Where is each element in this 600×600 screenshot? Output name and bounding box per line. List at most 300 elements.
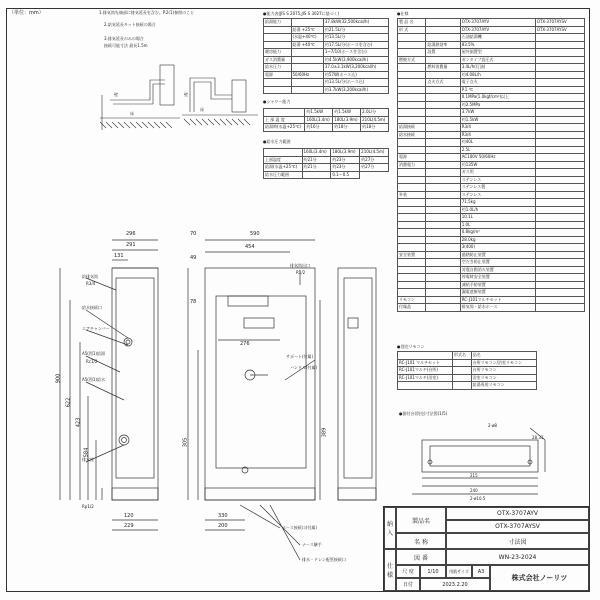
shower-cell xyxy=(264,109,305,117)
spec-cell: 過熱防止装置 xyxy=(460,251,535,259)
spec-cell: リモコン xyxy=(398,296,426,304)
spec-row xyxy=(398,49,585,57)
shower-cell: 約18分 xyxy=(333,124,361,132)
pressure-cell: 180L(3.9m) xyxy=(331,149,360,157)
drawing-name: 寸法図 xyxy=(446,533,589,549)
capacity-cell: 37.8kW(32,500kcal/h) xyxy=(323,19,388,27)
spec-row xyxy=(398,124,585,132)
capacity-cell: 約4.5kW(3,900kcal/h) xyxy=(323,56,388,64)
model-1: OTX-3707AYV xyxy=(446,507,589,520)
size-value: A3 xyxy=(472,565,490,578)
spec-cell xyxy=(535,86,584,94)
spec-row xyxy=(398,94,585,102)
spec-row xyxy=(398,221,585,229)
pressure-cell: 0.1～0.5 xyxy=(331,171,360,179)
pressure-cell: 給湯(水温+25℃) xyxy=(264,164,303,172)
spec-cell xyxy=(398,274,426,282)
drawing-name-label: 名 称 xyxy=(396,533,446,549)
spec-cell xyxy=(535,161,584,169)
spec-cell xyxy=(426,244,460,252)
capacity-table xyxy=(263,18,389,94)
spec-cell xyxy=(398,199,426,207)
spec-cell xyxy=(426,154,460,162)
note-3: 3.排気延長のみの場合 xyxy=(104,36,144,41)
spec-cell xyxy=(426,176,460,184)
dim-454: 454 xyxy=(245,244,255,250)
spec-cell: OTX-3707AYSV xyxy=(535,26,584,34)
pressure-cell xyxy=(302,171,331,179)
spec-cell xyxy=(398,184,426,192)
dim-584: 584 xyxy=(83,447,90,458)
spec-cell xyxy=(398,41,426,49)
spec-cell: 安全装置 xyxy=(398,251,426,259)
spec-cell: 3.4L/h(灯油) xyxy=(460,64,535,72)
model-2: OTX-3707AYSV xyxy=(446,520,589,533)
spec-cell: 燃焼方式 xyxy=(398,56,426,64)
capacity-row xyxy=(264,64,389,72)
capacity-cell: 給湯 +25℃ xyxy=(291,26,323,34)
spec-row xyxy=(398,176,585,184)
dim-330: 330 xyxy=(218,513,228,519)
capacity-cell xyxy=(264,26,292,34)
pressure-cell: 約23分 xyxy=(331,164,360,172)
spec-cell xyxy=(398,109,426,117)
note-1: 1.排気筒先端部に排気延長を含む。P.2(1)参照のこと xyxy=(99,10,195,15)
capacity-cell: 給湯能力 xyxy=(264,19,292,27)
spec-cell: 給湯熱効率 xyxy=(426,41,460,49)
spec-cell: 約4.08L/h xyxy=(460,71,535,79)
spec-cell xyxy=(398,176,426,184)
spec-cell: 石油給湯機 xyxy=(460,34,535,42)
remote-cell: 台所リモコン xyxy=(471,367,536,375)
capacity-cell xyxy=(291,19,323,27)
pressure-table-title: ●給水圧力範囲 xyxy=(263,139,291,144)
capacity-row xyxy=(264,79,389,87)
spec-cell: 3(400) xyxy=(460,244,535,252)
spec-cell xyxy=(535,266,584,274)
remote-row xyxy=(398,382,537,390)
spec-cell xyxy=(426,131,460,139)
spec-cell: 空だき防止装置 xyxy=(460,259,535,267)
capacity-row xyxy=(264,34,389,42)
pressure-cell xyxy=(264,149,303,157)
spec-cell: 屋外据置型 xyxy=(460,49,535,57)
spec-cell xyxy=(535,94,584,102)
capacity-cell xyxy=(264,41,292,49)
spec-cell: 外装 xyxy=(398,191,426,199)
scale-value: 1/10 xyxy=(420,565,446,578)
shower-cell: 約18分 xyxy=(361,124,389,132)
spec-row xyxy=(398,289,585,297)
dim-215: 215 xyxy=(470,473,478,478)
note-2: 2.給気延長キット接続の場合 xyxy=(104,22,156,27)
company-name: 株式会社ノーリツ xyxy=(490,565,589,591)
spec-cell: RC-J101マルチセット xyxy=(460,296,535,304)
spec-cell: 2.5L xyxy=(460,146,535,154)
remote-row xyxy=(398,359,537,367)
spec-cell xyxy=(535,64,584,72)
unit-label: （単位：mm） xyxy=(9,10,44,16)
capacity-cell xyxy=(264,79,292,87)
spec-cell xyxy=(535,71,584,79)
spec-cell xyxy=(426,124,460,132)
spec-row xyxy=(398,86,585,94)
nurse-joint-label: ナース継手 xyxy=(302,542,322,547)
remote-cell: RC-J101マルチ(浴室) xyxy=(398,374,453,382)
spec-cell xyxy=(398,34,426,42)
spec-cell: 点火方式 xyxy=(426,79,460,87)
spec-cell xyxy=(426,169,460,177)
spec-cell xyxy=(535,79,584,87)
spec-row xyxy=(398,281,585,289)
spec-row xyxy=(398,244,585,252)
spec-cell xyxy=(426,296,460,304)
spec-cell: OTX-3707AYV xyxy=(460,26,535,34)
dim-305: 305 xyxy=(182,437,189,448)
spec-cell xyxy=(426,146,460,154)
pressure-cell: 約21分 xyxy=(302,156,331,164)
spec-cell xyxy=(426,199,460,207)
shower-cell: 約1.5kW xyxy=(333,109,361,117)
right-sketch-wall: 壁 xyxy=(184,92,188,97)
shower-row xyxy=(264,109,389,117)
capacity-row xyxy=(264,26,389,34)
date-label: 日付 xyxy=(396,578,420,591)
spec-row xyxy=(398,266,585,274)
right-sketch-floor: 床 xyxy=(200,107,204,112)
spec-cell xyxy=(426,109,460,117)
shower-cell: 約16分 xyxy=(305,124,333,132)
spec-cell xyxy=(535,139,584,147)
dim-276: 276 xyxy=(240,341,250,347)
spec-cell: ステンレス製 xyxy=(460,184,535,192)
spec-cell xyxy=(398,206,426,214)
spec-cell xyxy=(398,229,426,237)
capacity-row xyxy=(264,19,389,27)
dim-2-phi8: 2-ø8 xyxy=(488,423,497,428)
spec-cell xyxy=(426,86,460,94)
spec-row xyxy=(398,304,585,312)
dim-296: 296 xyxy=(126,231,136,237)
spec-cell xyxy=(398,64,426,72)
spec-cell: 0.8kg/m³ xyxy=(460,229,535,237)
spec-cell: 10.1L xyxy=(460,214,535,222)
capacity-cell: 約21.5L/分 xyxy=(323,26,388,34)
spec-cell xyxy=(426,139,460,147)
spec-cell xyxy=(535,244,584,252)
capacity-cell: 約17.5L/分(ホースを含む) xyxy=(323,41,388,49)
capacity-cell: 給湯 +40℃ xyxy=(291,41,323,49)
remote-cell: RC-J101 マルチセット xyxy=(398,359,453,367)
spec-cell: 1.0L xyxy=(460,221,535,229)
spec-cell xyxy=(535,214,584,222)
drawing-no: WN-23-2024 xyxy=(446,549,589,565)
spec-cell xyxy=(398,169,426,177)
spec-row xyxy=(398,296,585,304)
spec-cell xyxy=(535,229,584,237)
supply-exhaust-label: 給排気筒 xyxy=(82,274,98,279)
spec-cell xyxy=(535,184,584,192)
spec-cell xyxy=(398,116,426,124)
dim-900: 900 xyxy=(55,373,62,384)
capacity-cell: (水温+40℃) xyxy=(291,34,323,42)
capacity-cell xyxy=(264,34,292,42)
spec-cell xyxy=(426,229,460,237)
remote-cell: 給湯専用リモコン xyxy=(471,382,536,390)
spec-cell: 製 品 名 xyxy=(398,19,426,27)
spec-cell: 3.7kW xyxy=(460,109,535,117)
spec-cell xyxy=(426,56,460,64)
spec-cell: 71.5kg xyxy=(460,199,535,207)
spec-cell xyxy=(535,206,584,214)
spec-cell xyxy=(426,221,460,229)
spec-cell xyxy=(426,34,460,42)
spec-row xyxy=(398,146,585,154)
spec-cell: 83.5% xyxy=(460,41,535,49)
spec-row xyxy=(398,139,585,147)
remote-table xyxy=(397,351,537,390)
capacity-cell xyxy=(264,86,292,94)
spec-cell xyxy=(535,281,584,289)
capacity-cell: 暖房能力 xyxy=(264,49,292,57)
dim-200: 200 xyxy=(218,523,228,529)
pressure-row xyxy=(264,164,389,172)
spec-row xyxy=(398,191,585,199)
left-sketch-wall: 壁 xyxy=(114,92,118,97)
spec-cell: ガス用 xyxy=(460,169,535,177)
spec-cell xyxy=(426,259,460,267)
dim-389: 389 xyxy=(321,427,328,438)
spec-row xyxy=(398,101,585,109)
spec-cell xyxy=(535,274,584,282)
capacity-row xyxy=(264,56,389,64)
support-label: サポート(付属) xyxy=(286,354,314,359)
remote-row xyxy=(398,367,537,375)
spec-table xyxy=(397,18,585,312)
scale-label: 尺 度 xyxy=(396,565,420,578)
pressure-cell: 約27分 xyxy=(360,164,389,172)
spec-cell xyxy=(426,101,460,109)
spec-cell xyxy=(398,86,426,94)
spec-cell xyxy=(426,304,460,312)
spec-cell xyxy=(426,206,460,214)
spec-cell: 消費電力 xyxy=(398,161,426,169)
spec-cell xyxy=(535,56,584,64)
title-side-label-2: 仕 様 xyxy=(384,549,396,591)
spec-row xyxy=(398,34,585,42)
spec-cell xyxy=(426,191,460,199)
spec-table-title: ●仕様 xyxy=(397,11,409,16)
spec-row xyxy=(398,19,585,27)
spec-cell xyxy=(398,79,426,87)
pressure-cell: 210L(4.5m) xyxy=(360,149,389,157)
spec-row xyxy=(398,79,585,87)
pressure-cell: 約27分 xyxy=(360,156,389,164)
spec-cell xyxy=(398,94,426,102)
spec-cell: P.1 ℃ xyxy=(460,86,535,94)
capacity-cell: 37.0±3.1kW(3,200kcal/h) xyxy=(323,64,388,72)
spec-cell xyxy=(535,109,584,117)
spec-cell xyxy=(535,131,584,139)
exhaust-top-label: 排気筒出口 xyxy=(290,263,310,268)
spec-cell: 付属品 xyxy=(398,304,426,312)
spec-row xyxy=(398,199,585,207)
shower-cell: 約1.5kW xyxy=(305,109,333,117)
spec-cell xyxy=(535,41,584,49)
spec-cell: 約135W xyxy=(460,161,535,169)
spec-row xyxy=(398,214,585,222)
spec-cell xyxy=(426,71,460,79)
capacity-table-title: ●能力表(JIS S 2075,JIS S 3027に基づく) xyxy=(263,11,340,16)
spec-cell xyxy=(535,101,584,109)
spec-cell: 約1.5kW xyxy=(460,116,535,124)
spec-row xyxy=(398,251,585,259)
shower-cell: 180L(3.9m) xyxy=(333,116,361,124)
dim-229: 229 xyxy=(124,523,134,529)
spec-cell: 給湯接続 xyxy=(398,124,426,132)
capacity-cell: 50/60Hz xyxy=(291,71,323,79)
spec-cell xyxy=(398,266,426,274)
spec-cell xyxy=(398,71,426,79)
pressure-cell: 給水圧力範囲 xyxy=(264,171,303,179)
capacity-cell xyxy=(291,86,323,94)
shower-table xyxy=(263,108,389,132)
spec-cell xyxy=(426,184,460,192)
spec-row xyxy=(398,41,585,49)
spec-cell: 凍結予防装置 xyxy=(460,281,535,289)
shower-cell: 上 部 温 度 xyxy=(264,116,305,124)
spec-row xyxy=(398,229,585,237)
r12-label: R1/2 xyxy=(296,270,306,275)
drain-conn-label: 排水・ドレン配管接続口 xyxy=(302,557,346,562)
remote-cell: 台所リモコン/浴室リモコン xyxy=(471,359,536,367)
dim-590: 590 xyxy=(250,231,260,237)
spec-cell: 対震自動消火装置 xyxy=(460,266,535,274)
remote-cell xyxy=(452,374,471,382)
spec-cell: 電子点火 xyxy=(460,79,535,87)
spec-cell xyxy=(535,199,584,207)
spec-cell xyxy=(426,274,460,282)
pressure-cell: 上部温度 xyxy=(264,156,303,164)
dim-423: 423 xyxy=(75,417,82,428)
spec-cell xyxy=(535,49,584,57)
spec-row xyxy=(398,259,585,267)
spec-cell xyxy=(426,19,460,27)
capacity-cell: 1~7/10(ホースを含む) xyxy=(323,49,388,57)
shower-cell: 2.0L/分 xyxy=(361,109,389,117)
spec-cell xyxy=(535,221,584,229)
spec-row xyxy=(398,236,585,244)
spec-cell xyxy=(426,281,460,289)
spec-cell: ステンレス xyxy=(460,176,535,184)
remote-row xyxy=(398,352,537,360)
capacity-cell xyxy=(291,49,323,57)
spec-cell xyxy=(535,169,584,177)
dim-120: 120 xyxy=(124,513,134,519)
spec-cell: 漏電遮断装置 xyxy=(460,289,535,297)
shower-row xyxy=(264,124,389,132)
spec-cell xyxy=(535,34,584,42)
shower-row xyxy=(264,116,389,124)
pressure-cell: 160L(3.4m) xyxy=(302,149,331,157)
spec-row xyxy=(398,161,585,169)
spec-cell: 排気筒・給水ホース xyxy=(460,304,535,312)
spec-row xyxy=(398,26,585,34)
spec-cell xyxy=(426,116,460,124)
capacity-cell: 約13.5L/分 xyxy=(323,34,388,42)
spec-cell xyxy=(398,139,426,147)
spec-row xyxy=(398,71,585,79)
remote-table-title: ●別売リモコン xyxy=(397,344,425,349)
spec-row xyxy=(398,206,585,214)
dim-622: 622 xyxy=(65,397,72,408)
dim-2-phi10: 2-ø10.5 xyxy=(470,496,486,501)
remote-cell xyxy=(452,359,471,367)
spec-cell xyxy=(426,251,460,259)
pressure-row xyxy=(264,156,389,164)
spec-cell xyxy=(535,304,584,312)
spec-cell: OTX-3707AYV xyxy=(460,19,535,27)
a-conn-2-label: A5(図1)給水 xyxy=(82,377,105,382)
handle-label: ハンドル(付属) xyxy=(290,365,318,370)
capacity-cell xyxy=(291,79,323,87)
spec-cell xyxy=(535,296,584,304)
spec-cell xyxy=(426,214,460,222)
spec-cell: 28.0kg xyxy=(460,236,535,244)
capacity-cell: 約3.7kW(3,200kcal/h) xyxy=(323,86,388,94)
spec-cell: ガンタイプ直圧式 xyxy=(460,56,535,64)
spec-row xyxy=(398,56,585,64)
shower-cell: 210L(4.5m) xyxy=(361,116,389,124)
spec-cell xyxy=(426,26,460,34)
date-value: 2023.2.20 xyxy=(420,578,490,591)
pressure-cell: 約21分 xyxy=(302,164,331,172)
note-4: 接続可能寸法 最長1.5m xyxy=(104,43,148,48)
drain-label: 排水栓 xyxy=(82,457,94,462)
drawing-no-label: 図 番 xyxy=(396,549,446,565)
spec-row xyxy=(398,169,585,177)
spec-cell xyxy=(398,49,426,57)
spec-cell xyxy=(535,251,584,259)
shower-table-title: ●シャワー能力 xyxy=(263,99,291,104)
spec-cell: 約2.5MPa xyxy=(460,101,535,109)
spec-cell xyxy=(535,259,584,267)
spec-cell: ステンレス xyxy=(460,191,535,199)
dim-28-31: 28.31 xyxy=(532,435,544,440)
base-section-title: ●据付台(別売)寸法図(1/5) xyxy=(399,411,448,416)
spec-cell: 給水接続 xyxy=(398,131,426,139)
capacity-row xyxy=(264,86,389,94)
spec-cell xyxy=(398,259,426,267)
capacity-cell: 約57W(ホース込) xyxy=(323,71,388,79)
rp12-label: Rp1/2 xyxy=(82,504,94,509)
spec-cell xyxy=(398,236,426,244)
remote-row xyxy=(398,374,537,382)
spec-cell: AC100V 50/60Hz xyxy=(460,154,535,162)
spec-cell xyxy=(535,124,584,132)
spec-cell: OTX-3707AYSV xyxy=(535,19,584,27)
remote-cell: RC-J101マルチ(台所) xyxy=(398,367,453,375)
pressure-cell: 約23分 xyxy=(331,156,360,164)
spec-cell: 0.1MPa(1.0kgf/cm²)以上 xyxy=(460,94,535,102)
title-block xyxy=(383,506,590,592)
remote-cell xyxy=(398,382,453,390)
spec-cell xyxy=(426,161,460,169)
spec-cell: 電源 xyxy=(398,154,426,162)
spec-row xyxy=(398,131,585,139)
spec-cell: 約1.0L/h xyxy=(460,206,535,214)
capacity-cell: ガス消費量 xyxy=(264,56,292,64)
